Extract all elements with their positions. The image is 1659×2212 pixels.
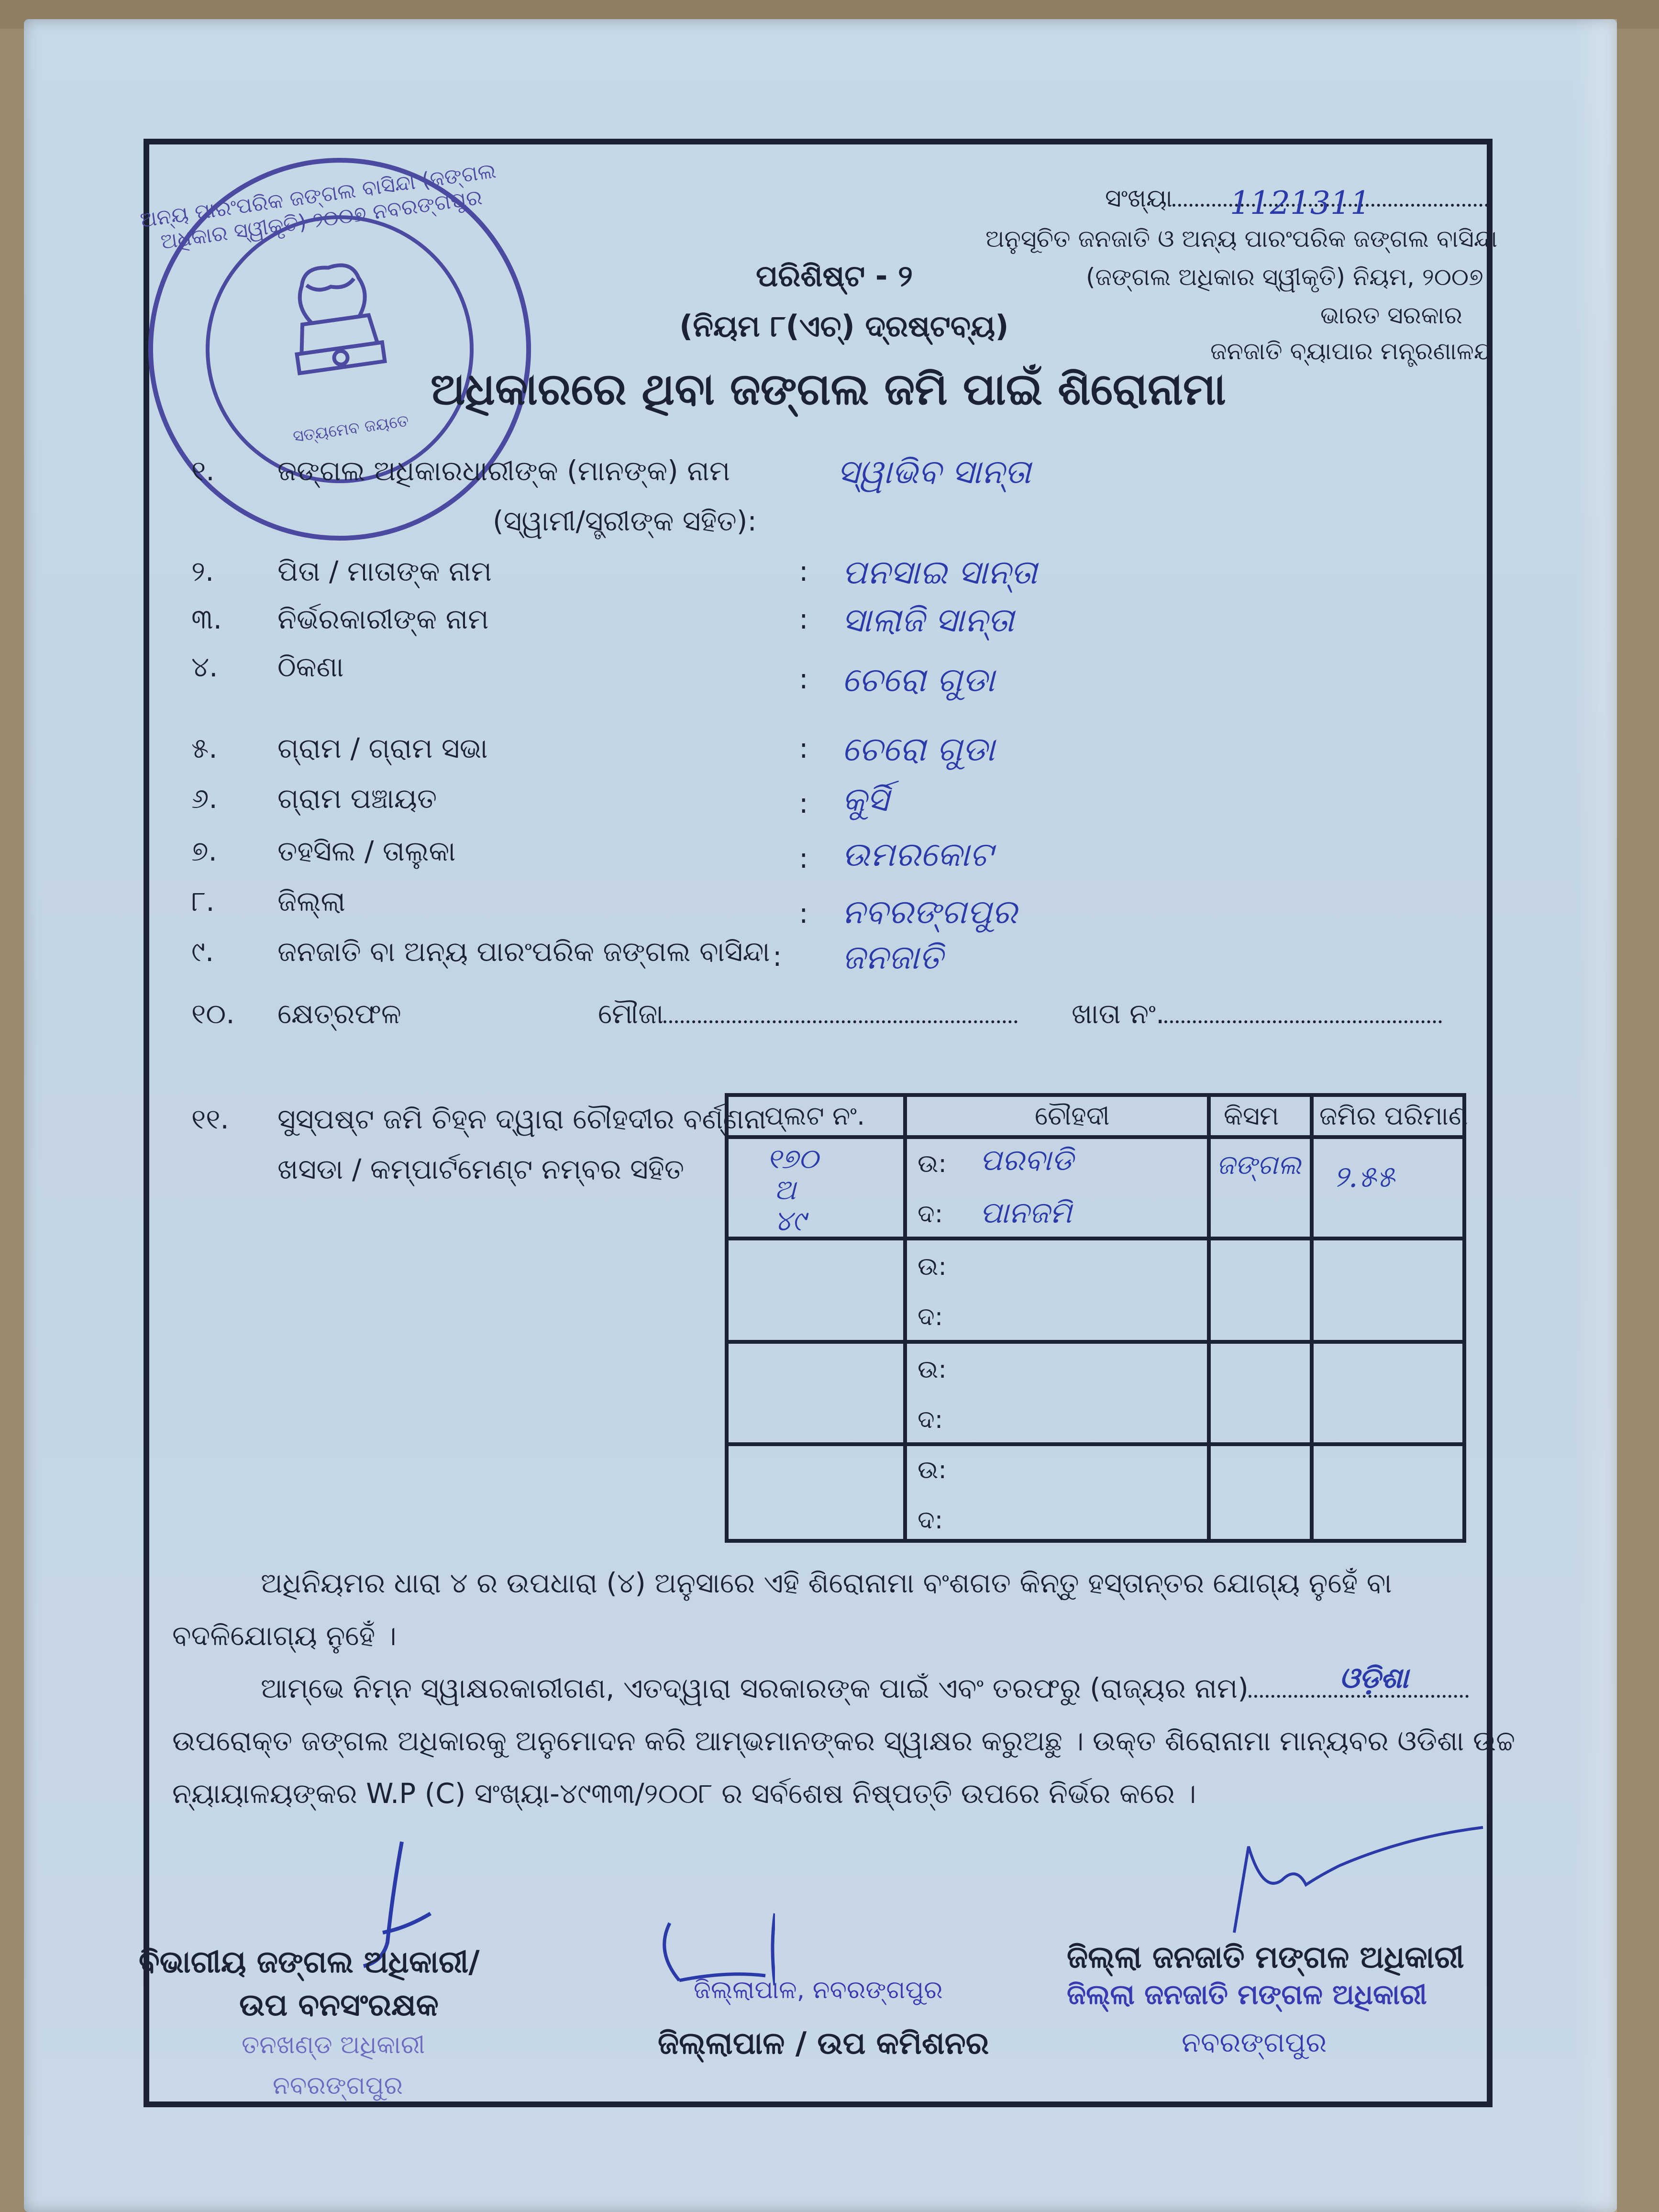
field-3-label: ନିର୍ଭରକାରୀଙ୍କ ନାମ bbox=[277, 603, 489, 635]
field-9-number: ୯. bbox=[191, 935, 214, 968]
paragraph-1: ଅଧିନିୟମର ଧାରା ୪ ର ଉପଧାରା (୪) ଅନୁସାରେ ଏହି ଶିରୋନାମା ବଂଶଗତ କିନ୍ତୁ ହସ୍ତାନ୍ତର ଯୋଗ୍ୟ ନୁହେଁ ବା bbox=[261, 1567, 1392, 1599]
field-2-value: ପନସାଇ ସାନ୍ତା bbox=[842, 553, 1038, 592]
field-8-colon: : bbox=[799, 897, 808, 929]
seal-outer-text: ଅନ୍ୟ ପାରଂପରିକ ଜଙ୍ଗଲ ବାସିନ୍ଦା (ଜଙ୍ଗଲ ଅଧିକାର ସ୍ୱୀକୃତି) ୨୦୦୭ ନବରଙ୍ଗପୁର bbox=[138, 158, 498, 254]
row2-south-label: ଦ: bbox=[918, 1303, 943, 1331]
row4-north-label: ଉ: bbox=[918, 1456, 947, 1484]
field-5-label: ଗ୍ରାମ / ଗ୍ରାମ ସଭା bbox=[277, 732, 488, 764]
field-11-number: ୧୧. bbox=[191, 1103, 229, 1135]
field-8-number: ୮. bbox=[191, 885, 215, 918]
row4-south-label: ଦ: bbox=[918, 1506, 943, 1535]
field-11-label-1: ସୁସ୍ପଷ୍ଟ ଜମି ଚିହ୍ନ ଦ୍ୱାରା ଚୌହଦୀର ବର୍ଣ୍ଣନା bbox=[277, 1103, 766, 1135]
act-line-4: ଜନଜାତି ବ୍ୟାପାର ମନ୍ତ୍ରଣାଳୟ bbox=[1210, 337, 1494, 365]
header-land-area: ଜମିର ପରିମାଣ bbox=[1319, 1101, 1468, 1131]
act-line-1: ଅନୁସୂଚିତ ଜନଜାତି ଓ ଅନ୍ୟ ପାରଂପରିକ ଜଙ୍ଗଲ ବାସିନ୍ଦା bbox=[985, 225, 1498, 253]
mouza-label: ମୌଜା bbox=[598, 997, 664, 1030]
field-7-label: ତହସିଲ / ତାଲୁକା bbox=[277, 835, 456, 867]
paragraph-3: ଉପରୋକ୍ତ ଜଙ୍ଗଲ ଅଧିକାରକୁ ଅନୁମୋଦନ କରି ଆମ୍ଭମାନଙ୍କର ସ୍ୱାକ୍ଷର କରୁଅଛୁ । ଉକ୍ତ ଶିରୋନାମା ମାନ୍ୟବର ଓଡିଶା ଉଚ୍ଚ bbox=[172, 1725, 1515, 1757]
number-label: ସଂଖ୍ୟା bbox=[1105, 184, 1172, 213]
field-4-value: ଚେରୋ ଗୁଡା bbox=[842, 660, 995, 699]
field-6-colon: : bbox=[799, 787, 808, 819]
left-signatory-title-1: ବିଭାଗୀୟ ଜଙ୍ଗଲ ଅଧିକାରୀ/ bbox=[139, 1945, 480, 1980]
left-signatory-title-2: ଉପ ବନସଂରକ୍ଷକ bbox=[239, 1988, 439, 2023]
field-5-colon: : bbox=[799, 732, 808, 764]
field-1-number: ୧. bbox=[191, 454, 215, 487]
field-6-label: ଗ୍ରାମ ପଞ୍ଚାୟତ bbox=[277, 782, 437, 815]
field-6-number: ୬. bbox=[191, 782, 218, 815]
header-plot-no: ପ୍ଲଟ ନଂ. bbox=[764, 1101, 865, 1131]
field-4-colon: : bbox=[799, 663, 808, 695]
boundary-table bbox=[725, 1093, 1466, 1543]
field-6-value: କୁର୍ସି bbox=[842, 780, 889, 819]
right-signatory-title: ଜିଲ୍ଲା ଜନଜାତି ମଙ୍ଗଳ ଅଧିକାରୀ bbox=[1067, 1940, 1464, 1975]
paragraph-2 bbox=[261, 1661, 1469, 1705]
row2-north-label: ଉ: bbox=[918, 1252, 947, 1281]
field-7-number: ୭. bbox=[191, 835, 217, 867]
right-stamp-line-1: ଜିଲ୍ଲା ଜନଜାତି ମଙ୍ଗଳ ଅଧିକାରୀ bbox=[1067, 1978, 1427, 2011]
left-stamp-line-2: ନବରଙ୍ଗପୁର bbox=[273, 2071, 403, 2100]
number-value: 1121311 bbox=[1229, 185, 1371, 221]
khata-dots bbox=[1164, 1020, 1442, 1023]
khata-field bbox=[1072, 997, 1442, 1030]
field-7-colon: : bbox=[799, 842, 808, 874]
field-4-number: ୪. bbox=[191, 651, 218, 683]
act-line-3: ଭାରତ ସରକାର bbox=[1320, 301, 1462, 329]
rule-reference: (ନିୟମ ୮(ଏଚ୍) ଦ୍ରଷ୍ଟବ୍ୟ) bbox=[679, 309, 1009, 343]
row1-north-label: ଉ: bbox=[918, 1150, 947, 1178]
row3-north-label: ଉ: bbox=[918, 1355, 947, 1384]
field-5-number: ୫. bbox=[191, 732, 218, 764]
field-9-label: ଜନଜାତି ବା ଅନ୍ୟ ପାରଂପରିକ ଜଙ୍ଗଲ ବାସିନ୍ଦା bbox=[277, 935, 770, 968]
field-1-sub: (ସ୍ୱାମୀ/ସ୍ତ୍ରୀଙ୍କ ସହିତ): bbox=[493, 505, 757, 537]
field-9-colon: : bbox=[773, 940, 782, 973]
row1-south-label: ଦ: bbox=[918, 1200, 943, 1228]
field-2-label: ପିତା / ମାତାଙ୍କ ନାମ bbox=[277, 555, 492, 587]
mouza-dots bbox=[664, 1020, 1018, 1023]
left-stamp-line-1: ତନଖଣ୍ଡ ଅଧିକାରୀ bbox=[242, 2031, 425, 2059]
field-8-label: ଜିଲ୍ଲା bbox=[277, 885, 346, 918]
field-9-value: ଜନଜାତି bbox=[842, 938, 943, 977]
row1-north-value: ପରବାଡି bbox=[980, 1142, 1073, 1177]
field-7-value: ଉମରକୋଟ bbox=[842, 835, 993, 874]
field-2-number: ୨. bbox=[191, 555, 214, 587]
field-8-value: ନବରଙ୍ଗପୁର bbox=[842, 892, 1018, 931]
plastic-cover-edge bbox=[1574, 19, 1617, 2212]
field-10-label: କ୍ଷେତ୍ରଫଳ bbox=[277, 997, 401, 1030]
row3-south-label: ଦ: bbox=[918, 1405, 943, 1434]
page-title: ଅଧିକାରରେ ଥିବା ଜଙ୍ଗଲ ଜମି ପାଇଁ ଶିରୋନାମା bbox=[431, 364, 1226, 415]
row1-plot-line3: ୪୯ bbox=[774, 1205, 806, 1237]
row1-plot-line1: ୧୭୦ bbox=[767, 1142, 818, 1175]
header-boundary: ଚୌହଦୀ bbox=[1035, 1101, 1110, 1131]
number-field bbox=[1105, 184, 1488, 221]
field-5-value: ଚେରୋ ଗୁଡା bbox=[842, 730, 995, 769]
number-dots bbox=[1172, 185, 1488, 221]
middle-stamp: ଜିଲ୍ଲାପାଳ, ନବରଙ୍ଗପୁର bbox=[694, 1976, 943, 2004]
state-name-dots bbox=[1249, 1661, 1469, 1698]
field-10-number: ୧୦. bbox=[191, 997, 235, 1030]
field-3-number: ୩. bbox=[191, 603, 222, 635]
right-signature bbox=[1225, 1818, 1493, 1942]
act-line-2: (ଜଙ୍ଗଲ ଅଧିକାର ସ୍ୱୀକୃତି) ନିୟମ, ୨୦୦୭ bbox=[1086, 263, 1483, 291]
paragraph-1-cont: ବଦଳିଯୋଗ୍ୟ ନୁହେଁ । bbox=[172, 1619, 397, 1652]
mouza-field bbox=[598, 997, 1018, 1030]
emblem-caption: ସତ୍ୟମେବ ଜୟତେ bbox=[291, 411, 410, 447]
field-11-label-2: ଖସଡା / କମ୍ପାର୍ଟମେଣ୍ଟ ନମ୍ବର ସହିତ bbox=[277, 1153, 685, 1185]
row1-plot-line2: ଅ bbox=[774, 1173, 796, 1206]
field-1-value: ସ୍ୱାଭିବ ସାନ୍ତା bbox=[837, 452, 1031, 491]
field-3-colon: : bbox=[799, 603, 808, 635]
field-3-value: ସାଲାଜି ସାନ୍ତା bbox=[842, 600, 1014, 640]
right-stamp-line-2: ନବରଙ୍ଗପୁର bbox=[1182, 2026, 1327, 2058]
ashoka-emblem-icon bbox=[255, 243, 420, 424]
row1-area: ୨.୫୫ bbox=[1334, 1159, 1395, 1194]
middle-signatory-title: ଜିଲ୍ଲାପାଳ / ଉପ କମିଶନର bbox=[658, 2026, 989, 2061]
field-4-label: ଠିକଣା bbox=[277, 651, 344, 683]
field-1-label: ଜଙ୍ଗଲ ଅଧିକାରଧାରୀଙ୍କ (ମାନଙ୍କ) ନାମ bbox=[277, 454, 730, 487]
state-name: ଓଡ଼ିଶା bbox=[1339, 1661, 1408, 1695]
khata-label: ଖାତା ନଂ. bbox=[1072, 997, 1165, 1030]
row1-kisam: ଜଙ୍ଗଲ bbox=[1217, 1150, 1301, 1181]
header-kisam: କିସମ bbox=[1224, 1101, 1279, 1131]
row1-south-value: ପାନଜମି bbox=[980, 1195, 1072, 1230]
annexure-label: ପରିଶିଷ୍ଟ - ୨ bbox=[756, 258, 913, 293]
paragraph-2-text: ଆମ୍ଭେ ନିମ୍ନ ସ୍ୱାକ୍ଷରକାରୀଗଣ, ଏତଦ୍ୱାରା ସରକାରଙ୍କ ପାଇଁ ଏବଂ ତରଫରୁ (ରାଜ୍ୟର ନାମ) bbox=[261, 1672, 1249, 1704]
field-2-colon: : bbox=[799, 555, 808, 587]
paragraph-4: ନ୍ୟାୟାଳୟଙ୍କର W.P (C) ସଂଖ୍ୟା-୪୯୩୩/୨୦୦୮ ର ସର୍ବଶେଷ ନିଷ୍ପତ୍ତି ଉପରେ ନିର୍ଭର କରେ । bbox=[172, 1777, 1196, 1810]
